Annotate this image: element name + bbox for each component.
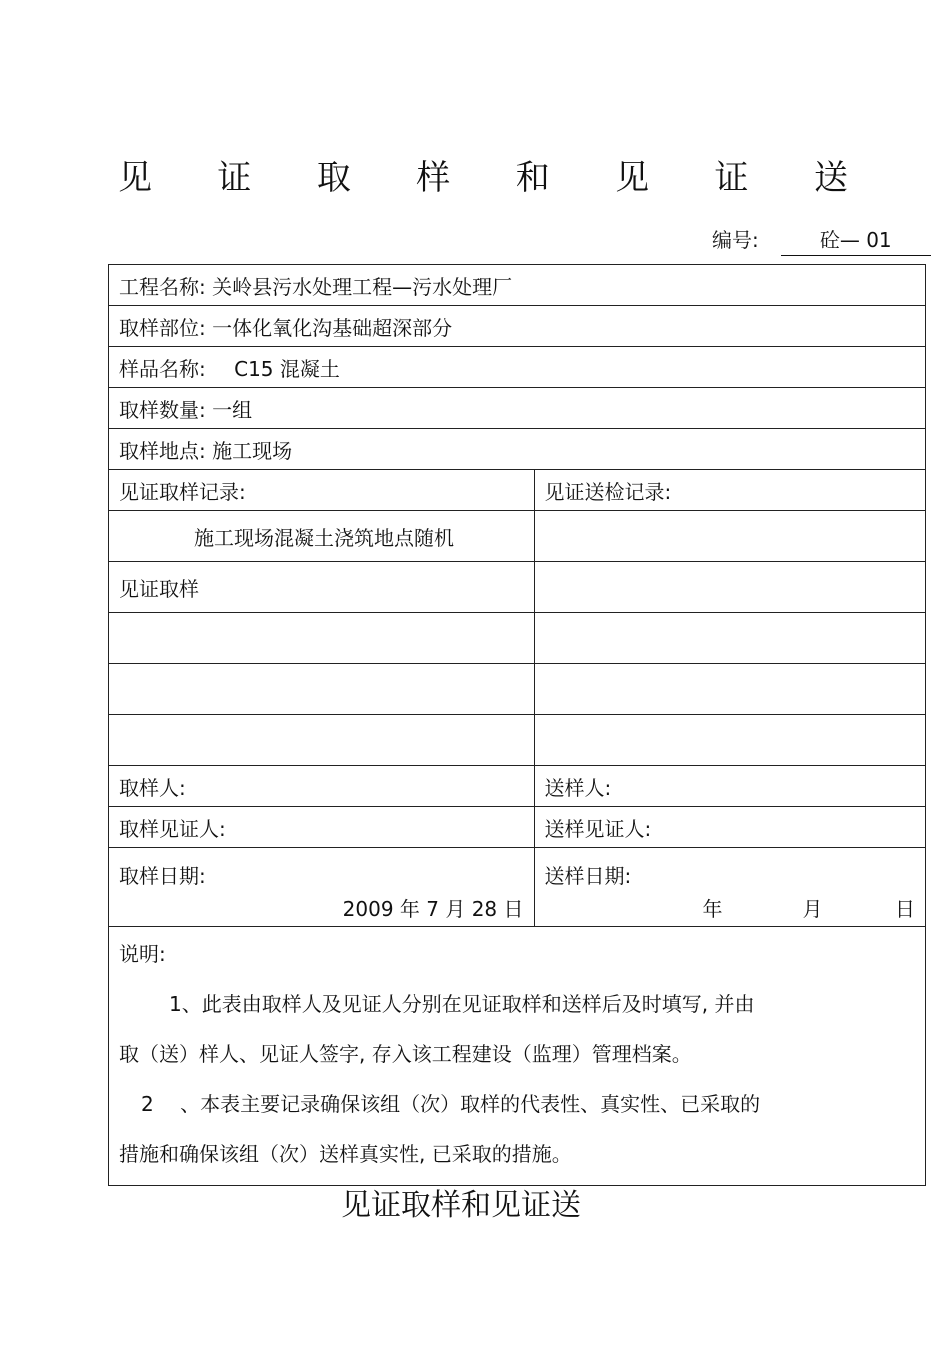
send-date-label: 送样日期: xyxy=(544,864,632,888)
delivery-record-line xyxy=(534,511,925,562)
title-char: 见 xyxy=(615,158,650,198)
delivery-record-line xyxy=(534,613,925,664)
sampling-part-row: 取样部位: 一体化氧化沟基础超深部分 xyxy=(109,306,926,347)
notes-section xyxy=(109,927,926,1186)
notes-line: 2 、本表主要记录确保该组（次）取样的代表性、真实性、已采取的 xyxy=(141,1092,761,1116)
sampling-record-header: 见证取样记录: xyxy=(109,470,535,511)
title-char: 取 xyxy=(316,158,351,198)
sample-quantity-row: 取样数量: 一组 xyxy=(109,388,926,429)
sample-witness-field: 取样见证人: xyxy=(109,807,535,848)
sampling-record-line: 见证取样 xyxy=(109,562,535,613)
delivery-record-header: 见证送检记录: xyxy=(534,470,925,511)
sampling-record-line xyxy=(109,715,535,766)
sample-location-row: 取样地点: 施工现场 xyxy=(109,429,926,470)
notes-line: 取（送）样人、见证人签字, 存入该工程建设（监理）管理档案。 xyxy=(119,1042,692,1066)
sampling-record-line: 施工现场混凝土浇筑地点随机 xyxy=(109,511,535,562)
sampling-form-table xyxy=(108,264,926,1186)
form-title xyxy=(118,150,848,199)
project-name-row: 工程名称: 关岭县污水处理工程—污水处理厂 xyxy=(109,265,926,306)
delivery-record-line xyxy=(534,715,925,766)
title-char: 证 xyxy=(217,158,252,198)
form-number xyxy=(712,224,931,256)
sample-date-field xyxy=(109,848,535,927)
title-char: 样 xyxy=(416,158,451,198)
send-date-field xyxy=(534,848,925,927)
sender-field: 送样人: xyxy=(534,766,925,807)
footer-title: 见证取样和见证送 xyxy=(341,1188,581,1223)
sample-name-value: C15 混凝土 xyxy=(234,356,340,381)
send-date-year: 年 xyxy=(702,897,723,921)
notes-heading: 说明: xyxy=(119,942,166,966)
sample-date-label: 取样日期: xyxy=(119,864,206,888)
title-char: 和 xyxy=(515,158,550,198)
notes-line: 1、此表由取样人及见证人分别在见证取样和送样后及时填写, 并由 xyxy=(169,992,755,1016)
delivery-record-line xyxy=(534,562,925,613)
title-char: 送 xyxy=(813,158,848,198)
sampler-field: 取样人: xyxy=(109,766,535,807)
sampling-record-line xyxy=(109,613,535,664)
sample-name-label: 样品名称: xyxy=(119,356,206,381)
form-number-value: 砼— 01 xyxy=(781,224,931,256)
delivery-record-line xyxy=(534,664,925,715)
sample-date-value: 2009 年 7 月 28 日 xyxy=(342,897,524,921)
send-date-month: 月 xyxy=(802,897,823,921)
notes-line: 措施和确保该组（次）送样真实性, 已采取的措施。 xyxy=(119,1142,572,1166)
sampling-record-line xyxy=(109,664,535,715)
sample-name-row xyxy=(109,347,926,388)
title-char: 见 xyxy=(118,158,152,198)
send-witness-field: 送样见证人: xyxy=(534,807,925,848)
title-char: 证 xyxy=(714,158,749,198)
form-number-label: 编号: xyxy=(712,228,759,252)
send-date-day: 日 xyxy=(895,897,915,921)
